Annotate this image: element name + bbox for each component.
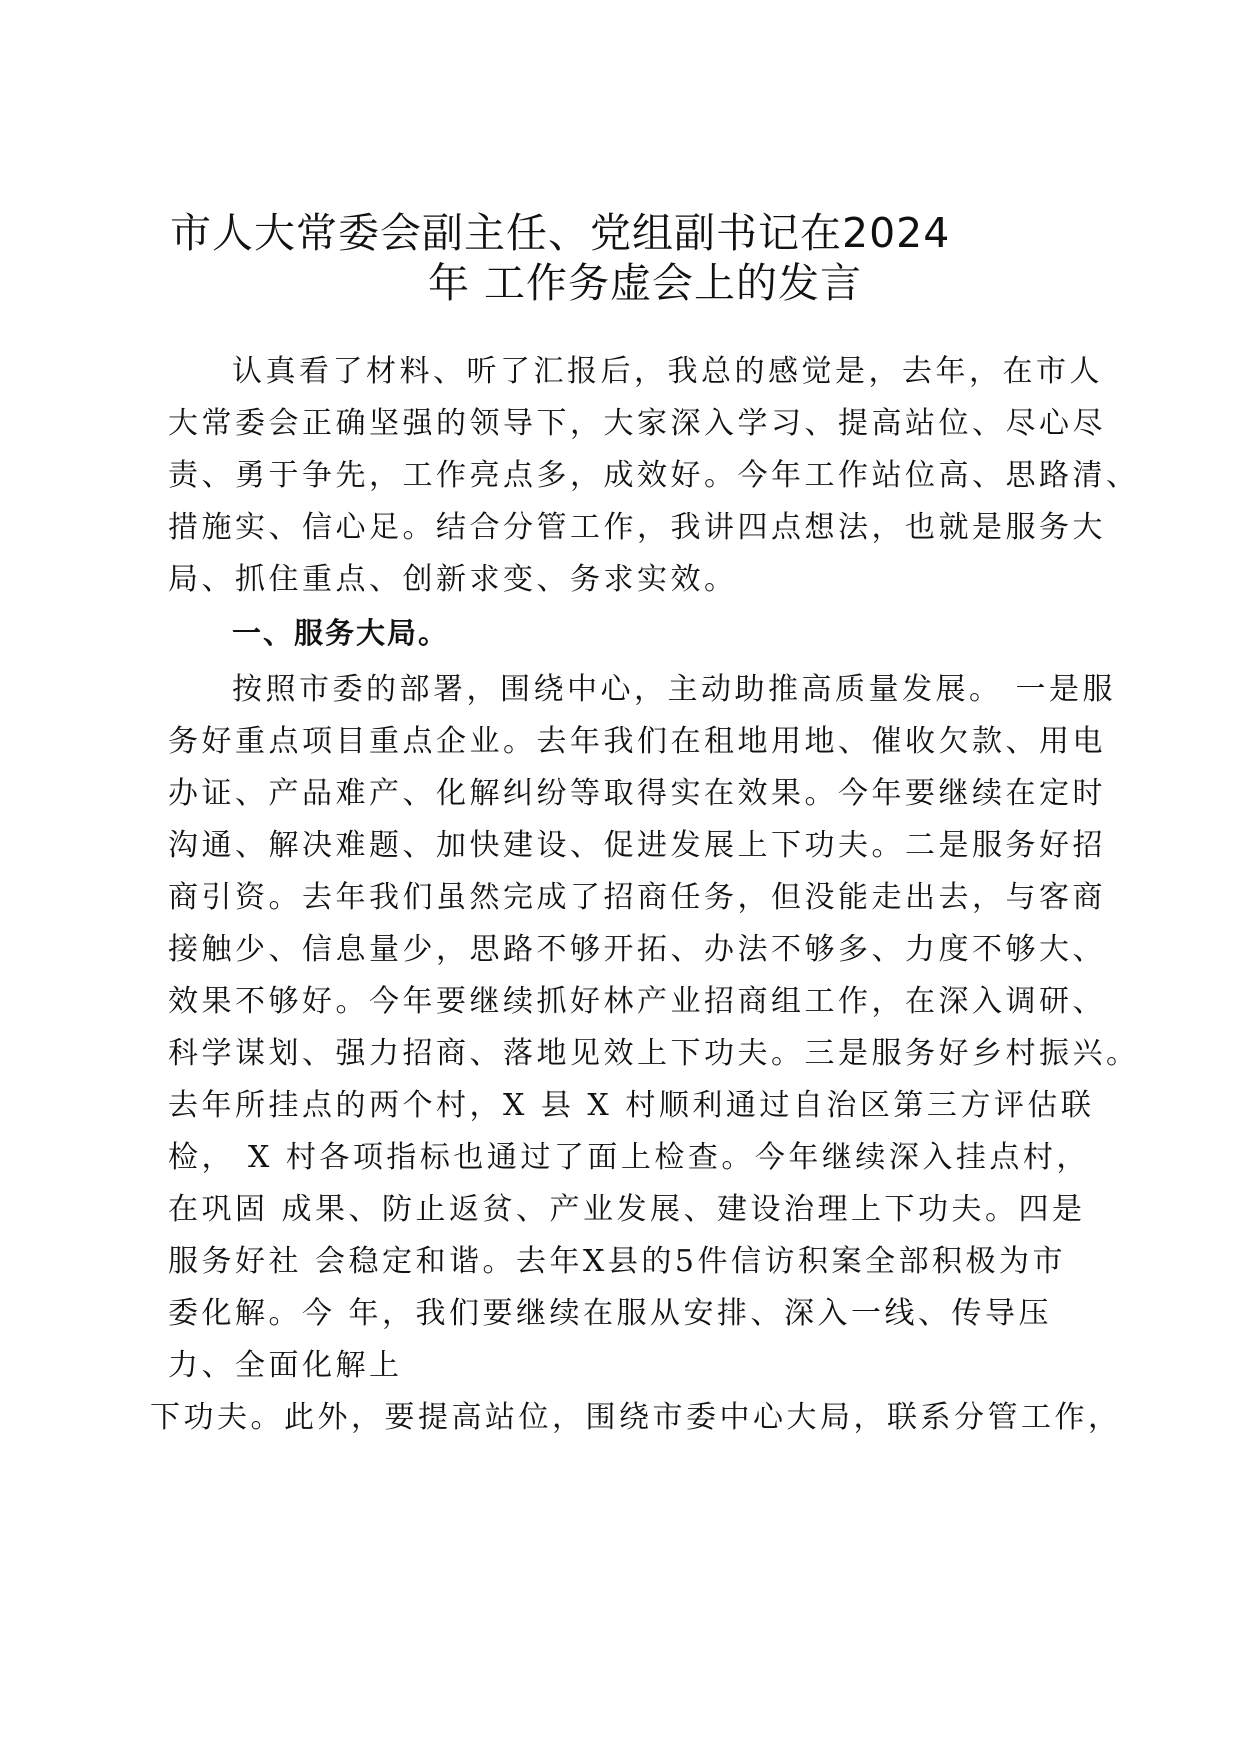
body-line: 检， X 村各项指标也通过了面上检查。今年继续深入挂点村， bbox=[168, 1140, 1090, 1175]
body-line: 沟通、解决难题、加快建设、促进发展上下功夫。二是服务好招 bbox=[168, 828, 1106, 863]
body-line: 认真看了材料、听了汇报后，我总的感觉是，去年，在市人 bbox=[232, 354, 1103, 389]
body-line: 大常委会正确坚强的领导下，大家深入学习、提高站位、尽心尽 bbox=[168, 406, 1106, 441]
body-line: 服务好社 会稳定和谐。去年X县的5件信访积案全部积极为市 bbox=[168, 1244, 1066, 1279]
title-line-1: 市人大常委会副主任、党组副书记在2024 bbox=[170, 209, 951, 257]
body-line: 科学谋划、强力招商、落地见效上下功夫。三是服务好乡村振兴。 bbox=[168, 1036, 1140, 1071]
title-line-2: 年 工作务虚会上的发言 bbox=[428, 259, 863, 307]
body-line: 下功夫。此外，要提高站位，围绕市委中心大局，联系分管工作， bbox=[150, 1400, 1122, 1435]
body-line: 务好重点项目重点企业。去年我们在租地用地、催收欠款、用电 bbox=[168, 724, 1106, 759]
body-line: 接触少、信息量少，思路不够开拓、办法不够多、力度不够大、 bbox=[168, 932, 1106, 967]
body-line: 局、抓住重点、创新求变、务求实效。 bbox=[168, 562, 738, 597]
body-line: 力、全面化解上 bbox=[168, 1348, 403, 1383]
body-line: 在巩固 成果、防止返贫、产业发展、建设治理上下功夫。四是 bbox=[168, 1192, 1086, 1227]
body-line: 责、勇于争先，工作亮点多，成效好。今年工作站位高、思路清、 bbox=[168, 458, 1140, 493]
body-line: 效果不够好。今年要继续抓好林产业招商组工作，在深入调研、 bbox=[168, 984, 1106, 1019]
body-line: 按照市委的部署，围绕中心，主动助推高质量发展。 一是服 bbox=[232, 672, 1117, 707]
body-line: 委化解。今 年，我们要继续在服从安排、深入一线、传导压 bbox=[168, 1296, 1053, 1331]
body-line: 措施实、信心足。结合分管工作，我讲四点想法，也就是服务大 bbox=[168, 510, 1106, 545]
section-heading: 一、服务大局。 bbox=[232, 616, 450, 650]
body-line: 去年所挂点的两个村，X 县 X 村顺利通过自治区第三方评估联 bbox=[168, 1088, 1095, 1123]
document-title bbox=[170, 208, 1070, 308]
body-line: 商引资。去年我们虽然完成了招商任务，但没能走出去，与客商 bbox=[168, 880, 1106, 915]
body-line: 办证、产品难产、化解纠纷等取得实在效果。今年要继续在定时 bbox=[168, 776, 1106, 811]
